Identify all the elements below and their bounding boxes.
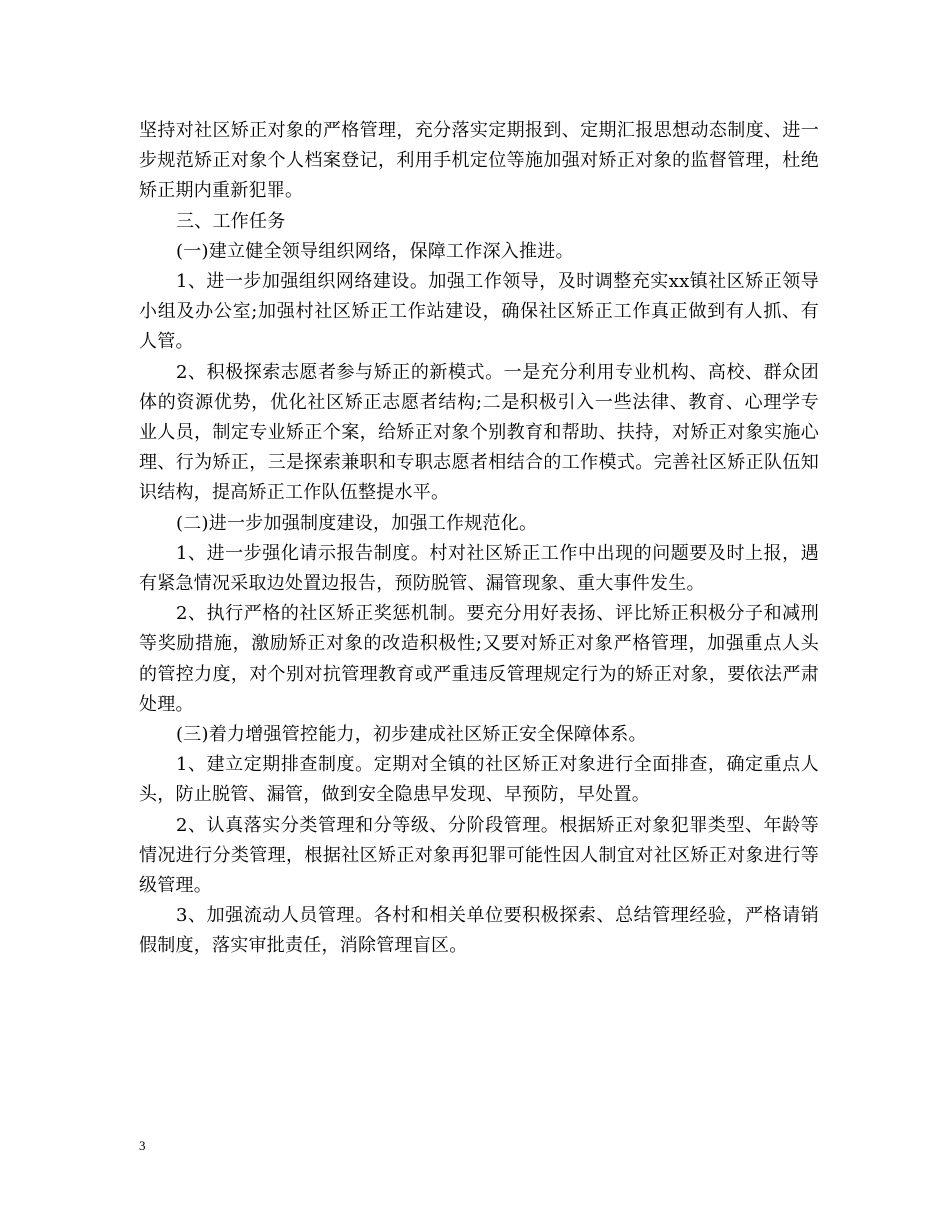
document-body	[139, 116, 819, 962]
subheading-1: (一)建立健全领导组织网络，保障工作深入推进。	[176, 240, 574, 262]
paragraph-item-1-1: 1、进一步加强组织网络建设。加强工作领导，及时调整充实xx镇社区矫正领导小组及办公室;加强村社区矫正工作站建设，确保社区矫正工作真正做到有人抓、有人管。	[139, 271, 819, 353]
paragraph-1: 坚持对社区矫正对象的严格管理，充分落实定期报到、定期汇报思想动态制度、进一步规范矫正对象个人档案登记，利用手机定位等施加强对矫正对象的监督管理，杜绝矫正期内重新犯罪。	[139, 120, 819, 202]
paragraph-item-3-2: 2、认真落实分类管理和分等级、分阶段管理。根据矫正对象犯罪类型、年龄等情况进行分类管理，根据社区矫正对象再犯罪可能性因人制宜对社区矫正对象进行等级管理。	[139, 814, 819, 897]
section-heading-work-tasks: 三、工作任务	[176, 210, 286, 232]
paragraph-item-1-2: 2、积极探索志愿者参与矫正的新模式。一是充分利用专业机构、高校、群众团体的资源优势，优化社区矫正志愿者结构;二是积极引入一些法律、教育、心理学专业人员，制定专业矫正个案，给矫正对象个别教育和帮助、扶持，对矫正对象实施心理、行为矫正，三是探索兼职和专职志愿者相结合的工作模式。完善社区矫正队伍知识结构，提高矫正工作队伍整提水平。	[139, 361, 819, 504]
paragraph-item-2-1: 1、进一步强化请示报告制度。村对社区矫正工作中出现的问题要及时上报，遇有紧急情况采取边处置边报告，预防脱管、漏管现象、重大事件发生。	[139, 542, 819, 595]
paragraph-item-3-1: 1、建立定期排查制度。定期对全镇的社区矫正对象进行全面排查，确定重点人头，防止脱管、漏管，做到安全隐患早发现、早预防，早处置。	[139, 754, 819, 806]
page-number: 3	[139, 1138, 146, 1153]
paragraph-item-3-3: 3、加强流动人员管理。各村和相关单位要积极探索、总结管理经验，严格请销假制度，落实审批责任，消除管理盲区。	[139, 905, 819, 957]
paragraph-item-2-2: 2、执行严格的社区矫正奖惩机制。要充分用好表扬、评比矫正积极分子和减刑等奖励措施，激励矫正对象的改造积极性;又要对矫正对象严格管理，加强重点人头的管控力度，对个别对抗管理教育或严重违反管理规定行为的矫正对象，要依法严肃处理。	[139, 603, 819, 715]
subheading-2: (二)进一步加强制度建设，加强工作规范化。	[176, 512, 538, 534]
subheading-3: (三)着力增强管控能力，初步建成社区矫正安全保障体系。	[176, 724, 647, 746]
